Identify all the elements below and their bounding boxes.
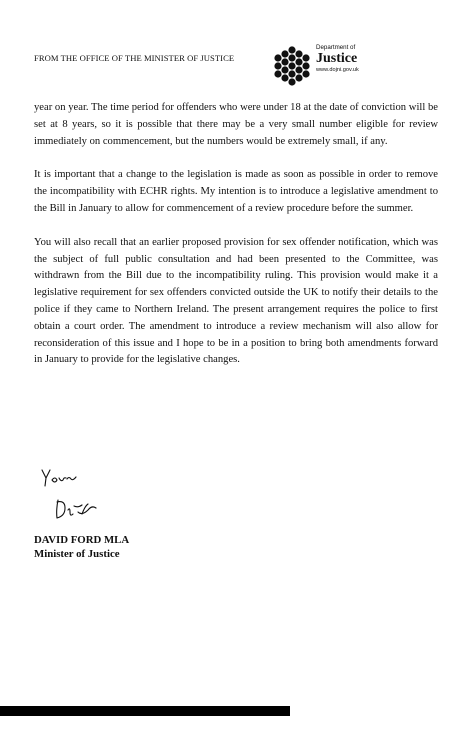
department-website: www.dojni.gov.uk [316, 67, 359, 73]
signoff-block [34, 533, 129, 561]
signer-name: DAVID FORD MLA [34, 534, 130, 546]
handwritten-yours-signature [40, 466, 80, 488]
footer-redaction-bar [0, 706, 290, 716]
paragraph-1: year on year. The time period for offenders who were under 18 at the date of conviction will be set at 8 years, so it is possible that there may be a very small number eligible for review immediately on commencement, but the numbers would be extremely small, if any. [34, 102, 438, 147]
signer-title: Minister of Justice [34, 548, 120, 560]
handwritten-signature [52, 496, 102, 522]
letter-body [34, 100, 438, 386]
department-of-label: Department of [316, 44, 356, 51]
department-block [316, 44, 406, 75]
paragraph-3: You will also recall that an earlier proposed provision for sex offender notification, which was the subject of full public consultation and had been presented to the Committee, was withdrawn from the Bill due to the incompatibility ruling. This provision would make it a legislative requirement for sex offenders convicted outside the UK to notify their details to the police if they came to Northern Ireland. The present arrangement requires the police to first obtain a court order. The amendment to introduce a review mechanism will also allow for reconsideration of this issue and I hope to be in a position to bring both amendments forward in January to provide for the legislative changes. [34, 236, 438, 366]
department-name: Justice [316, 51, 358, 66]
justice-logo-icon [270, 46, 314, 86]
office-line: FROM THE OFFICE OF THE MINISTER OF JUSTICE [34, 53, 235, 63]
paragraph-2: It is important that a change to the legislation is made as soon as possible in order to remove the incompatibility with ECHR rights. My intention is to introduce a legislative amendment to the Bill in January to allow for commencement of a review procedure before the summer. [34, 169, 438, 214]
